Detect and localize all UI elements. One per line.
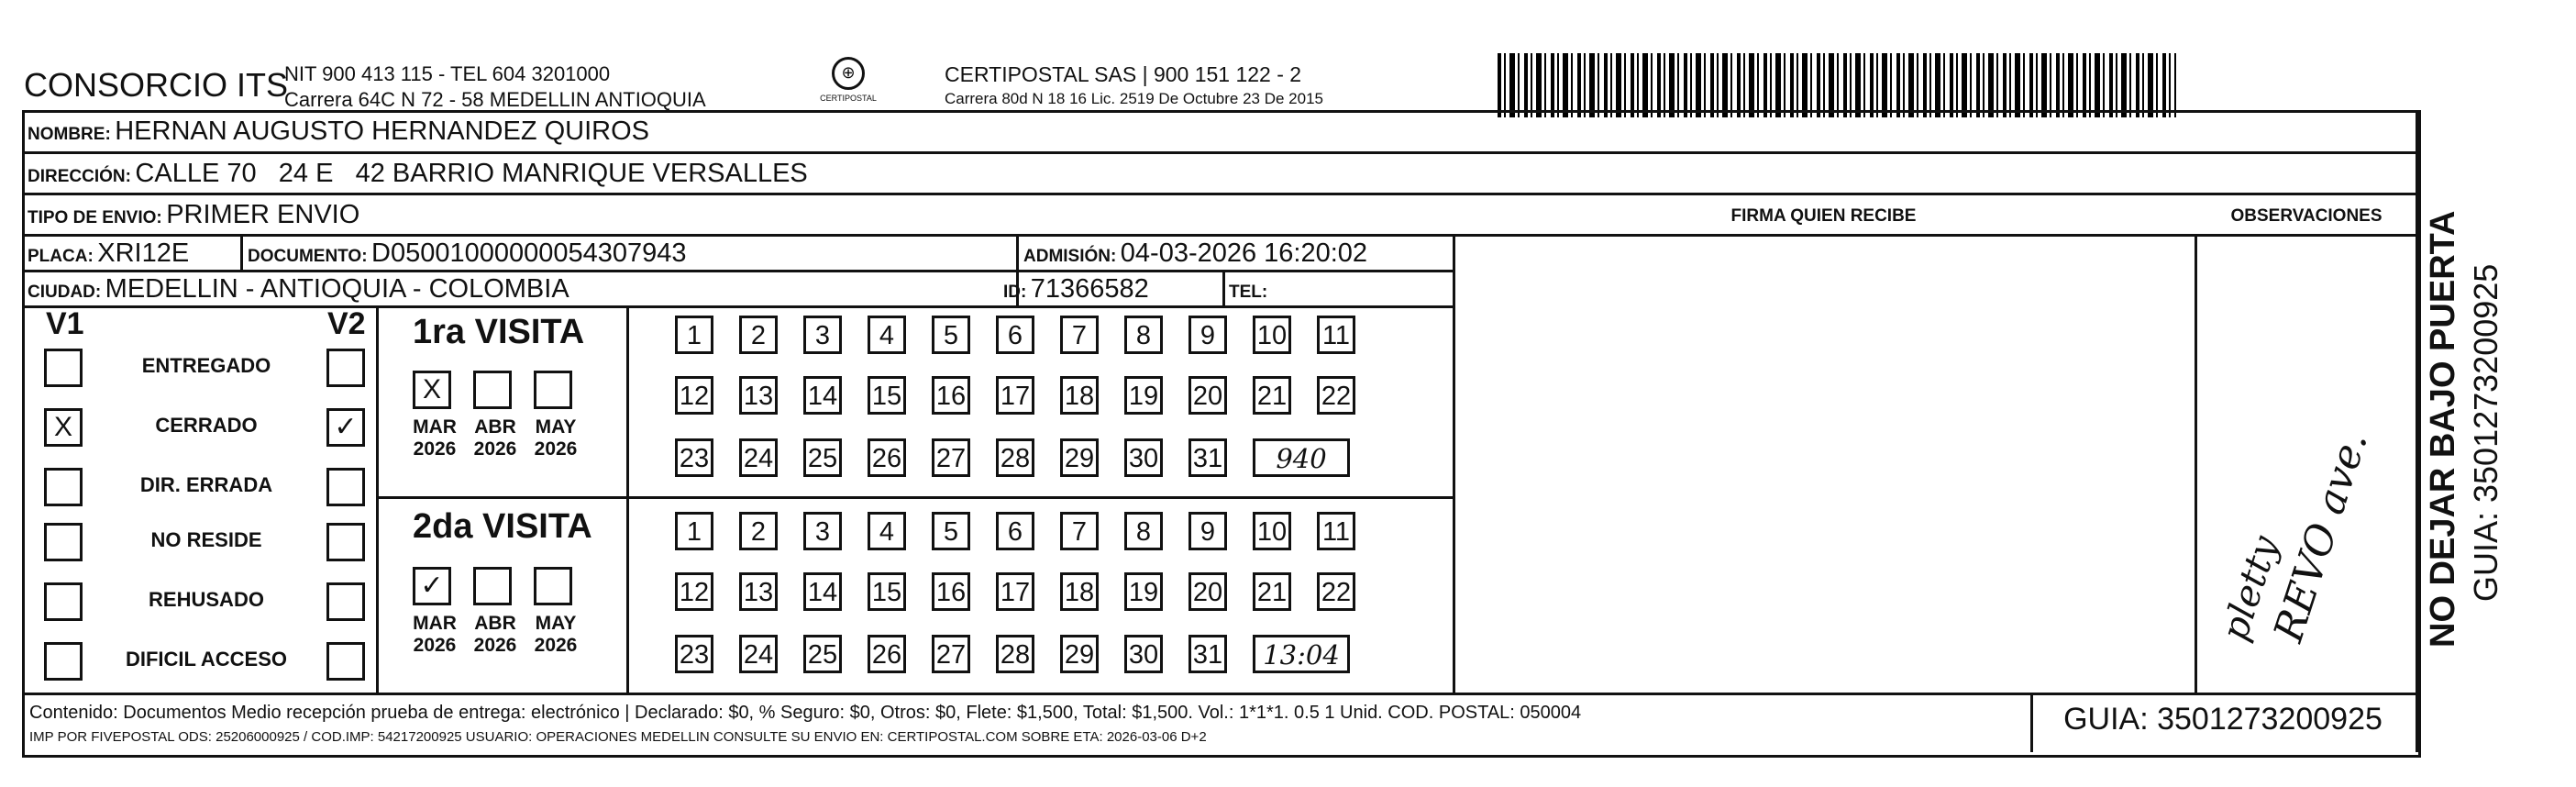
ciudad-label: CIUDAD: [28, 283, 102, 302]
second-visit-day-box[interactable]: 20 [1188, 572, 1227, 611]
tipo-envio-label: TIPO DE ENVIO: [28, 208, 162, 227]
first-visit-day-box[interactable]: 4 [868, 316, 906, 354]
v2-checkbox[interactable] [326, 349, 365, 387]
first-visit-day-box[interactable]: 12 [675, 376, 713, 415]
v1-checkbox[interactable] [44, 349, 83, 387]
side-guia: GUIA: 3501273200925 [2467, 263, 2504, 602]
first-visit-day-box[interactable]: 14 [803, 376, 842, 415]
nombre-row [28, 116, 649, 147]
first-visit-title: 1ra VISITA [413, 313, 585, 351]
v1-checkbox[interactable]: X [44, 408, 83, 447]
second-visit-year-label: 2026 [473, 635, 517, 656]
ciudad-value: MEDELLIN - ANTIOQUIA - COLOMBIA [105, 274, 569, 304]
v1-checkbox[interactable] [44, 642, 83, 681]
placa-label: PLACA: [28, 247, 94, 266]
first-visit-day-box[interactable]: 2 [739, 316, 778, 354]
certipostal-info: CERTIPOSTAL SAS | 900 151 122 - 2 [945, 62, 1302, 86]
first-visit-day-box[interactable]: 29 [1060, 438, 1099, 477]
contenido-text: Contenido: Documentos Medio recepción prueba de entrega: electrónico | Declarado: $0, % Seguro: $0, Otros: $0, Flete: $1,500, Total: $1,500. Vol.: 1*1*1. 0.5 1 Unid. COD. POSTAL: 050004 [29, 703, 1582, 723]
observaciones-header: OBSERVACIONES [2230, 206, 2383, 226]
company-name: CONSORCIO ITS [24, 66, 289, 104]
first-visit-day-box[interactable]: 10 [1253, 316, 1291, 354]
first-visit-day-box[interactable]: 26 [868, 438, 906, 477]
second-visit-day-box[interactable]: 2 [739, 512, 778, 550]
second-visit-year-label: 2026 [534, 635, 578, 656]
id-label: ID: [1003, 283, 1027, 302]
second-visit-month-checkbox[interactable] [534, 567, 572, 605]
first-visit-day-box[interactable]: 17 [996, 376, 1034, 415]
second-visit-day-box[interactable]: 19 [1124, 572, 1163, 611]
v2-checkbox[interactable]: ✓ [326, 408, 365, 447]
tipo-envio-row [28, 200, 359, 230]
second-visit-day-box[interactable]: 29 [1060, 635, 1099, 673]
v2-header: V2 [327, 306, 366, 341]
first-visit-year-label: 2026 [413, 438, 457, 460]
first-visit-day-box[interactable]: 20 [1188, 376, 1227, 415]
second-visit-day-box[interactable]: 14 [803, 572, 842, 611]
documento-label: DOCUMENTO: [248, 247, 368, 266]
first-visit-day-box[interactable]: 31 [1188, 438, 1227, 477]
second-visit-day-box[interactable]: 6 [996, 512, 1034, 550]
second-visit-month-checkbox[interactable]: ✓ [413, 567, 451, 605]
first-visit-day-box[interactable]: 11 [1317, 316, 1355, 354]
tel-label: TEL: [1229, 283, 1268, 302]
observation-handwriting-2: pletty [2214, 530, 2287, 647]
guia-number: GUIA: 3501273200925 [2063, 702, 2383, 737]
first-visit-day-box[interactable]: 6 [996, 316, 1034, 354]
second-visit-day-box[interactable]: 17 [996, 572, 1034, 611]
second-visit-day-box[interactable]: 12 [675, 572, 713, 611]
status-label: NO RESIDE [150, 528, 262, 551]
first-visit-day-box[interactable]: 24 [739, 438, 778, 477]
v2-checkbox[interactable] [326, 468, 365, 506]
observation-handwriting-1: REVO ave. [2265, 426, 2377, 648]
direccion-row [28, 159, 808, 189]
second-visit-day-box[interactable]: 1 [675, 512, 713, 550]
first-visit-day-box[interactable]: 27 [932, 438, 970, 477]
admision-field [1023, 238, 1367, 269]
barcode [1498, 53, 2176, 117]
firma-header: FIRMA QUIEN RECIBE [1730, 206, 1917, 226]
second-visit-day-box[interactable]: 5 [932, 512, 970, 550]
second-visit-day-box[interactable]: 31 [1188, 635, 1227, 673]
second-visit-day-box[interactable]: 4 [868, 512, 906, 550]
id-field [1003, 274, 1149, 305]
nombre-label: NOMBRE: [28, 125, 111, 144]
first-visit-day-box[interactable]: 19 [1124, 376, 1163, 415]
second-visit-day-box[interactable]: 26 [868, 635, 906, 673]
first-visit-day-box[interactable]: 25 [803, 438, 842, 477]
second-visit-day-box[interactable]: 11 [1317, 512, 1355, 550]
first-visit-day-box[interactable]: 3 [803, 316, 842, 354]
first-visit-day-box[interactable]: 9 [1188, 316, 1227, 354]
first-visit-day-box[interactable]: 28 [996, 438, 1034, 477]
admision-label: ADMISIÓN: [1023, 247, 1117, 266]
first-visit-month-checkbox[interactable]: X [413, 371, 451, 409]
second-visit-day-box[interactable]: 30 [1124, 635, 1163, 673]
ciudad-field [28, 274, 569, 305]
second-visit-day-box[interactable]: 7 [1060, 512, 1099, 550]
second-visit-day-box[interactable]: 8 [1124, 512, 1163, 550]
direccion-label: DIRECCIÓN: [28, 167, 131, 186]
v2-checkbox[interactable] [326, 582, 365, 621]
first-visit-day-box[interactable]: 23 [675, 438, 713, 477]
v2-checkbox[interactable] [326, 642, 365, 681]
second-visit-day-box[interactable]: 21 [1253, 572, 1291, 611]
first-visit-year-label: 2026 [473, 438, 517, 460]
second-visit-day-box[interactable]: 24 [739, 635, 778, 673]
documento-value: D05001000000054307943 [371, 238, 687, 268]
no-dejar-warning: NO DEJAR BAJO PUERTA [2424, 210, 2462, 648]
first-visit-day-box[interactable]: 15 [868, 376, 906, 415]
second-visit-day-box[interactable]: 22 [1317, 572, 1355, 611]
first-visit-day-box[interactable]: 22 [1317, 376, 1355, 415]
company-address: Carrera 64C N 72 - 58 MEDELLIN ANTIOQUIA [284, 88, 706, 111]
first-visit-day-box[interactable]: 8 [1124, 316, 1163, 354]
certipostal-logo: ⊕ CERTIPOSTAL [810, 57, 887, 103]
v1-checkbox[interactable] [44, 582, 83, 621]
v1-checkbox[interactable] [44, 468, 83, 506]
second-visit-month-checkbox[interactable] [473, 567, 512, 605]
placa-field [28, 238, 189, 269]
placa-value: XRI12E [97, 238, 190, 268]
status-label: DIR. ERRADA [139, 473, 273, 496]
first-visit-month-label: MAR [413, 416, 457, 438]
first-visit-month-label: ABR [474, 416, 516, 438]
first-visit-day-box[interactable]: 18 [1060, 376, 1099, 415]
first-visit-day-box[interactable]: 30 [1124, 438, 1163, 477]
second-visit-month-label: MAR [413, 613, 457, 634]
first-visit-month-checkbox[interactable] [534, 371, 572, 409]
direccion-value: CALLE 70 24 E 42 BARRIO MANRIQUE VERSALLES [135, 159, 808, 188]
id-value: 71366582 [1030, 274, 1149, 304]
second-visit-year-label: 2026 [413, 635, 457, 656]
logo-text: CERTIPOSTAL [820, 94, 877, 103]
status-label: ENTREGADO [141, 354, 271, 377]
second-visit-day-box[interactable]: 9 [1188, 512, 1227, 550]
first-visit-day-box[interactable]: 5 [932, 316, 970, 354]
first-visit-year-label: 2026 [534, 438, 578, 460]
second-visit-day-box[interactable]: 27 [932, 635, 970, 673]
status-label: CERRADO [155, 414, 258, 437]
tel-field [1229, 274, 1267, 305]
first-visit-day-box[interactable]: 16 [932, 376, 970, 415]
admision-value: 04-03-2026 16:20:02 [1120, 238, 1368, 268]
second-visit-day-box[interactable]: 25 [803, 635, 842, 673]
second-visit-day-box[interactable]: 3 [803, 512, 842, 550]
second-visit-day-box[interactable]: 15 [868, 572, 906, 611]
documento-field [248, 238, 687, 269]
imp-text: IMP POR FIVEPOSTAL ODS: 25206000925 / COD.IMP: 54217200925 USUARIO: OPERACIONES MEDELLIN CONSULTE SU ENVIO EN: CERTIPOSTAL.COM SOBRE ETA: 2026-03-06 D+2 [29, 729, 1207, 745]
first-visit-month-label: MAY [535, 416, 577, 438]
v2-checkbox[interactable] [326, 523, 365, 561]
certipostal-address: Carrera 80d N 18 16 Lic. 2519 De Octubre 23 De 2015 [945, 90, 1323, 107]
first-visit-day-box[interactable]: 21 [1253, 376, 1291, 415]
tipo-envio-value: PRIMER ENVIO [166, 200, 360, 229]
second-visit-time-box: 13:04 [1253, 635, 1350, 673]
v1-header: V1 [46, 306, 84, 341]
second-visit-day-box[interactable]: 18 [1060, 572, 1099, 611]
second-visit-day-box[interactable]: 10 [1253, 512, 1291, 550]
company-nit: NIT 900 413 115 - TEL 604 3201000 [284, 62, 611, 85]
status-label: DIFICIL ACCESO [125, 648, 287, 671]
v1-checkbox[interactable] [44, 523, 83, 561]
second-visit-day-box[interactable]: 16 [932, 572, 970, 611]
second-visit-day-box[interactable]: 28 [996, 635, 1034, 673]
first-visit-day-box[interactable]: 13 [739, 376, 778, 415]
second-visit-day-box[interactable]: 13 [739, 572, 778, 611]
first-visit-day-box[interactable]: 7 [1060, 316, 1099, 354]
second-visit-month-label: ABR [474, 613, 516, 634]
second-visit-title: 2da VISITA [413, 507, 592, 546]
status-label: REHUSADO [149, 588, 264, 611]
first-visit-day-box[interactable]: 1 [675, 316, 713, 354]
first-visit-time-box: 940 [1253, 438, 1350, 477]
second-visit-day-box[interactable]: 23 [675, 635, 713, 673]
first-visit-month-checkbox[interactable] [473, 371, 512, 409]
nombre-value: HERNAN AUGUSTO HERNANDEZ QUIROS [115, 116, 649, 146]
second-visit-month-label: MAY [535, 613, 577, 634]
